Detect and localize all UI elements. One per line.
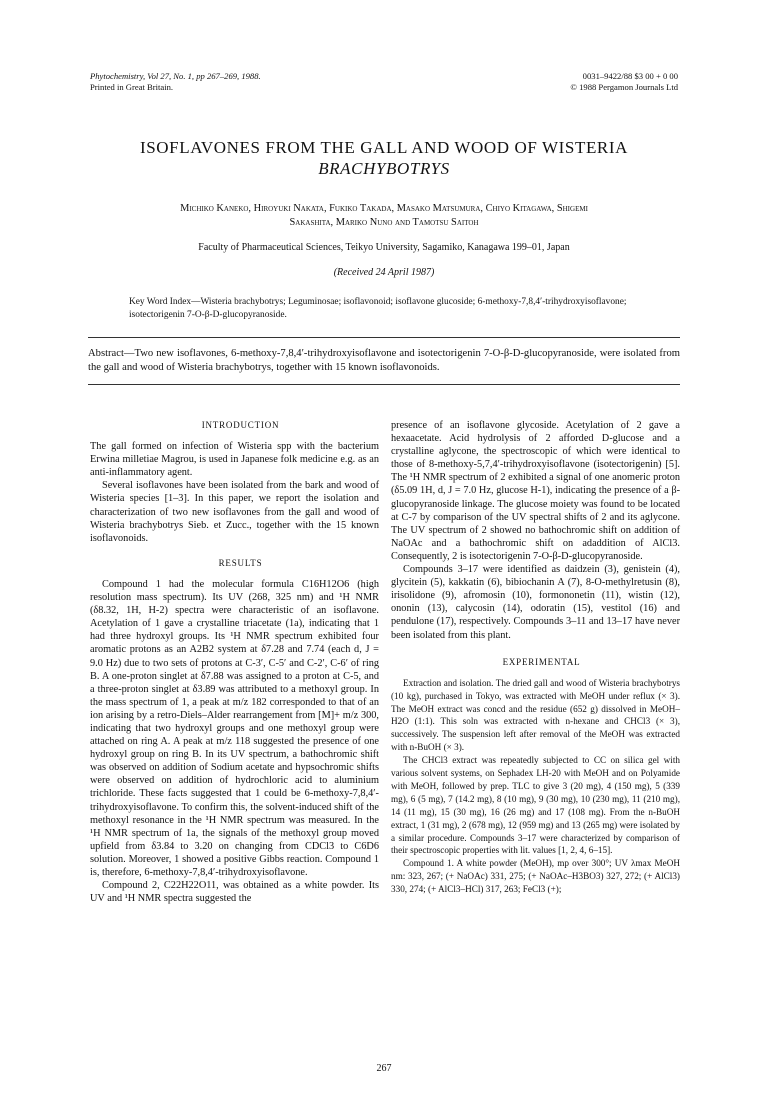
abstract: Abstract—Two new isoflavones, 6-methoxy-7,8,4′-trihydroxyisoflavone and isotectorigenin 7-O-β-D-glucopyranoside, were isolated from the gall and wood of Wisteria brachybotrys, together with 15 known isoflavonoids.	[88, 348, 680, 373]
results-paragraph: presence of an isoflavone glycoside. Acetylation of 2 gave a hexaacetate. Acid hydrolysis of 2 afforded D-glucose and a crystalline aglycone, the spectroscopic of which were identical to those of 8-methoxy-5,7,4′-trihydroxyisoflavone (isotectorigenin) [5]. The ¹H NMR spectrum of 2 exhibited a signal of one anomeric proton (δ5.09 1H, d, J = 7.0 Hz, glucose H-1), indicating the presence of a β-glucopyranoside linkage. The glucose moiety was found to be located at C-7 by comparison of the UV spectral shifts of 2 and its aglycone. The UV spectrum of 2 showed no bathochromic shift on addition of NaOAc and a bathochromic shift on adaddition of AlCl3. Consequently, 2 is isotectorigenin 7-O-β-D-glucopyranoside.	[391, 420, 680, 562]
title-line-2: BRACHYBOTRYS	[318, 159, 450, 178]
right-column	[391, 419, 680, 896]
title-line-1: ISOFLAVONES FROM THE GALL AND WOOD OF WISTERIA	[139, 138, 629, 157]
section-heading-results: RESULTS	[218, 557, 263, 568]
divider-top	[88, 337, 680, 338]
section-heading-experimental: EXPERIMENTAL	[502, 656, 581, 667]
authors-line-1: Michiko Kaneko, Hiroyuki Nakata, Fukiko Takada, Masako Matsumura, Chiyo Kitagawa, Shigemi	[180, 203, 588, 214]
author-list	[88, 202, 680, 229]
divider-bottom	[88, 384, 680, 385]
printed-line: Printed in Great Britain.	[90, 82, 174, 92]
copyright-line: © 1988 Pergamon Journals Ltd	[570, 82, 678, 92]
left-column	[90, 419, 379, 905]
results-paragraph: Compounds 3–17 were identified as daidzein (3), genistein (4), glycitein (5), kakkatin (6), bibiochanin A (7), 8-O-methylretusin (8), irisolidone (9), afromosin (10), formononetin (11), wistin (12), ononin (13), calycosin (14), odoratin (15), vestitol (16) and pendulone (17), respectively. Compounds 3–11 and 13–17 have never been isolated from this plant.	[391, 564, 680, 641]
keyword-index: Key Word Index—Wisteria brachybotrys; Leguminosae; isoflavonoid; isoflavone glucoside; 6-methoxy-7,8,4′-trihydroxyisoflavone; isotectorigenin 7-O-β-D-glucopyranoside.	[129, 297, 627, 320]
intro-paragraph: Several isoflavones have been isolated from the bark and wood of Wisteria species [1–3]. In this paper, we report the isolation and characterization of two new isoflavones from the gall and wood of Wisteria brachybotrys Sieb. et Zucc., together with the 15 known isoflavonoids.	[90, 480, 379, 544]
affiliation: Faculty of Pharmaceutical Sciences, Teikyo University, Sagamiko, Kanagawa 199–01, Japan	[198, 242, 570, 253]
received-date: (Received 24 April 1987)	[333, 267, 435, 278]
experimental-paragraph: The CHCl3 extract was repeatedly subjected to CC on silica gel with various solvent systems, on Sephadex LH-20 with MeOH and on Polyamide with MeOH, followed by prep. TLC to give 3 (20 mg), 4 (150 mg), 5 (339 mg), 6 (5 mg), 7 (14.2 mg), 8 (10 mg), 9 (30 mg), 10 (230 mg), 11 (210 mg), 14 (11 mg), 15 (30 mg), 16 (26 mg) and 17 (108 mg). From the n-BuOH extract, 1 (31 mg), 2 (678 mg), 12 (959 mg) and 13 (265 mg) were isolated by a similar procedure. Compounds 3–17 were characterized by comparison of their spectroscopic properties with lit. values [1, 2, 4, 6–15].	[391, 755, 680, 856]
experimental-paragraph: Compound 1. A white powder (MeOH), mp over 300°; UV λmax MeOH nm: 323, 267; (+ NaOAc) 331, 275; (+ NaOAc–H3BO3) 327, 272; (+ AlCl3) 330, 274; (+ AlCl3–HCl) 317, 263; FeCl3 (+);	[391, 858, 680, 895]
copyright-block	[570, 71, 678, 93]
results-paragraph: Compound 1 had the molecular formula C16H12O6 (high resolution mass spectrum). Its UV (268, 325 nm) and ¹H NMR (δ8.32, 1H, H-2) spectra were characteristic of an isoflavone. Acetylation of 1 gave a crystalline triacetate (1a), indicating that 1 had three hydroxyl groups. Its ¹H NMR spectrum exhibited four aromatic protons as an A2B2 system at δ7.28 and 7.74 (each d, J = 9.0 Hz) due to two sets of protons at C-3′, C-5′ and C-2′, C-6′ of ring B. A one-proton singlet at δ7.88 was assigned to a proton at C-5, and a three-proton singlet at δ3.89 was attributed to a methoxyl group. In the mass spectrum of 1, a peak at m/z 182 corresponded to that of an ion arising by a retro-Diels–Alder rearrangement from [M]+ m/z 300, indicating that two hydroxyl groups and one methoxyl group were attached on ring A. A peak at m/z 118 suggested the presence of one hydroxyl group on ring B. In its UV spectrum, a bathochromic shift was observed on addition of Sodium acetate and hypsochromic shifts were observed on addition of hydrochloric acid to aluminium trichloride. These facts suggested that 1 could be 6-methoxy-7,8,4′-trihydroxyisoflavone. To confirm this, the solvent-induced shift of the methoxyl resonance in the ¹H NMR spectrum was measured. In the ¹H NMR spectrum of 1a, the signals of the methoxyl group moved upfield from δ3.84 to 3.20 on changing from CDCl3 to C6D6 solution. Moreover, 1 showed a positive Gibbs reaction. Compound 1 is, therefore, 6-methoxy-7,8,4′-trihydroxyisoflavone.	[90, 578, 379, 878]
results-paragraph: Compound 2, C22H22O11, was obtained as a white powder. Its UV and ¹H NMR spectra suggested the	[90, 880, 379, 905]
issn-code: 0031–9422/88 $3 00 + 0 00	[582, 71, 678, 81]
paper-title	[60, 137, 708, 179]
experimental-paragraph: Extraction and isolation. The dried gall and wood of Wisteria brachybotrys (10 kg), purchased in Tokyo, was extracted with MeOH under reflux (× 3). The MeOH extract was concd and the residue (652 g) dissolved in MeOH–H2O (1:1). This soln was extracted with n-hexane and CHCl3 (× 3), successively. The suspension left after removal of the MeOH was extracted with n-BuOH (× 3).	[391, 677, 680, 753]
authors-line-2: Sakashita, Mariko Nuno and Tamotsu Saitoh	[289, 216, 479, 228]
intro-paragraph: The gall formed on infection of Wisteria spp with the bacterium Erwina milletiae Magrou, is used in Japanese folk medicine e.g. as an anti-inflammatory agent.	[90, 441, 379, 479]
journal-line: Phytochemistry, Vol 27, No. 1, pp 267–269, 1988.	[90, 71, 261, 81]
experimental-body	[391, 677, 680, 896]
page-number: 267	[376, 1063, 392, 1074]
journal-citation	[90, 71, 261, 93]
section-heading-introduction: INTRODUCTION	[201, 420, 280, 430]
